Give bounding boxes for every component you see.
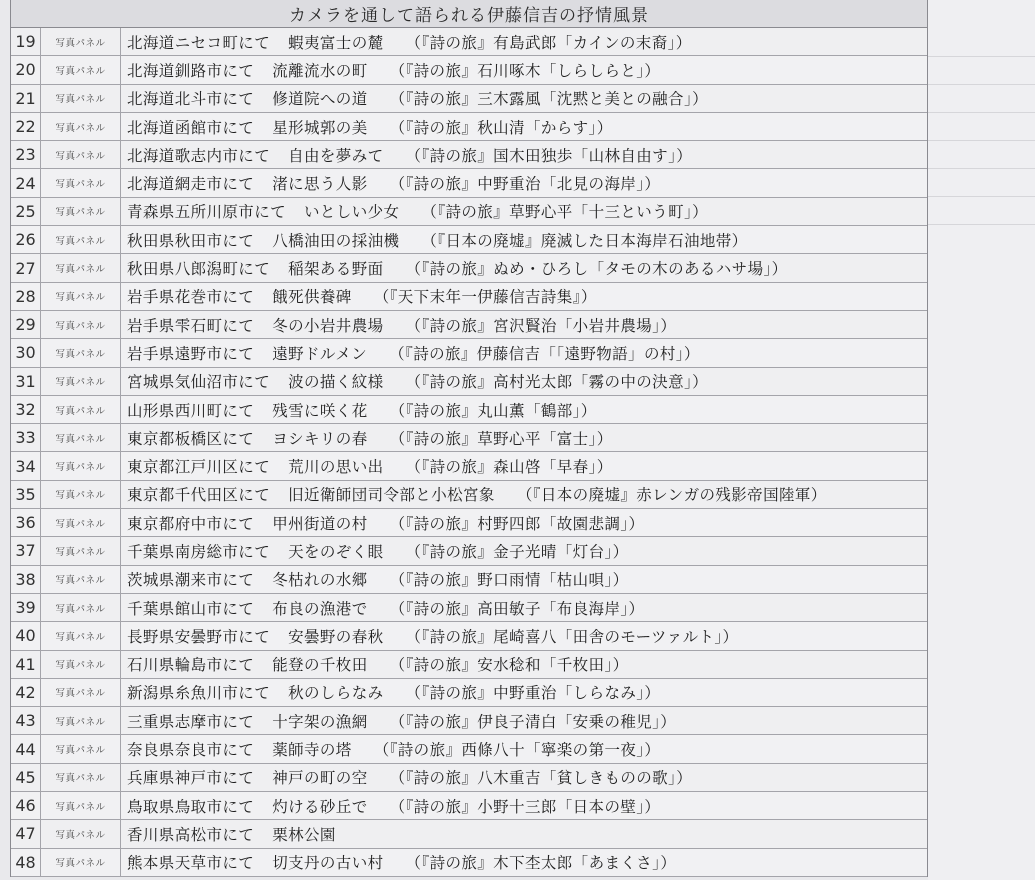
table-row xyxy=(11,396,927,424)
row-number: 33 xyxy=(11,424,41,451)
row-location: 北海道ニセコ町にて xyxy=(127,33,271,52)
row-category: 写真パネル xyxy=(41,764,121,791)
row-number: 35 xyxy=(11,481,41,508)
row-source: （『詩の旅』高村光太郎「霧の中の決意」） xyxy=(405,373,709,392)
row-number: 26 xyxy=(11,226,41,253)
row-source: （『詩の旅』石川啄木「しらしらと」） xyxy=(389,61,661,80)
row-category: 写真パネル xyxy=(41,198,121,225)
row-source: （『詩の旅』ぬめ・ひろし「タモの木のあるハサ場」） xyxy=(405,260,788,279)
row-photo-title: 遠野ドルメン xyxy=(272,344,368,363)
table-title: カメラを通して語られる伊藤信吉の抒情風景 xyxy=(10,0,928,28)
row-source: （『詩の旅』有島武郎「カインの末裔」） xyxy=(405,33,692,52)
row-number: 36 xyxy=(11,509,41,536)
row-category: 写真パネル xyxy=(41,396,121,423)
row-location: 千葉県館山市にて xyxy=(127,599,255,618)
row-category: 写真パネル xyxy=(41,594,121,621)
row-location: 青森県五所川原市にて xyxy=(127,203,287,222)
row-number: 43 xyxy=(11,707,41,734)
table-row xyxy=(11,509,927,537)
table-row xyxy=(11,226,927,254)
row-photo-title: 栗林公園 xyxy=(272,825,336,844)
row-photo-title: 八橋油田の採油機 xyxy=(272,231,400,250)
row-photo-title: 神戸の町の空 xyxy=(272,769,368,788)
exhibit-list-table xyxy=(10,0,928,880)
row-location: 東京都府中市にて xyxy=(127,514,255,533)
row-photo-title: 冬枯れの水郷 xyxy=(272,571,368,590)
row-number: 48 xyxy=(11,849,41,876)
row-photo-title: 冬の小岩井農場 xyxy=(272,316,384,335)
row-location: 秋田県八郎潟町にて xyxy=(127,260,271,279)
row-category: 写真パネル xyxy=(41,56,121,83)
row-source: （『詩の旅』三木露風「沈黙と美との融合」） xyxy=(389,90,709,109)
row-category: 写真パネル xyxy=(41,537,121,564)
row-description xyxy=(121,254,927,281)
row-description xyxy=(121,481,927,508)
row-location: 北海道釧路市にて xyxy=(127,61,255,80)
row-category: 写真パネル xyxy=(41,113,121,140)
row-location: 新潟県糸魚川市にて xyxy=(127,684,271,703)
row-category: 写真パネル xyxy=(41,735,121,762)
row-location: 岩手県雫石町にて xyxy=(127,316,255,335)
row-description xyxy=(121,651,927,678)
row-category: 写真パネル xyxy=(41,169,121,196)
row-category: 写真パネル xyxy=(41,509,121,536)
row-category: 写真パネル xyxy=(41,849,121,876)
row-number: 21 xyxy=(11,85,41,112)
table-row xyxy=(11,481,927,509)
row-number: 23 xyxy=(11,141,41,168)
row-number: 46 xyxy=(11,792,41,819)
row-location: 茨城県潮来市にて xyxy=(127,571,255,590)
row-number: 42 xyxy=(11,679,41,706)
row-description xyxy=(121,594,927,621)
row-description xyxy=(121,396,927,423)
row-description xyxy=(121,537,927,564)
row-category: 写真パネル xyxy=(41,566,121,593)
row-description xyxy=(121,368,927,395)
table-row xyxy=(11,679,927,707)
table-row xyxy=(11,452,927,480)
row-source: （『詩の旅』中野重治「北見の海岸」） xyxy=(389,175,661,194)
row-category: 写真パネル xyxy=(41,792,121,819)
table-row xyxy=(11,254,927,282)
table-row xyxy=(11,735,927,763)
row-source: （『詩の旅』伊良子清白「安乗の稚児」） xyxy=(389,712,677,731)
row-description xyxy=(121,820,927,847)
row-location: 長野県安曇野市にて xyxy=(127,627,271,646)
row-source: （『詩の旅』宮沢賢治「小岩井農場」） xyxy=(405,316,677,335)
row-source: （『日本の廃墟』赤レンガの残影帝国陸軍） xyxy=(516,486,827,505)
table-row xyxy=(11,283,927,311)
row-photo-title: 渚に思う人影 xyxy=(272,175,368,194)
row-number: 31 xyxy=(11,368,41,395)
row-source: （『日本の廃墟』廃滅した日本海岸石油地帯） xyxy=(421,231,748,250)
row-photo-title: 稲架ある野面 xyxy=(288,260,384,279)
row-description xyxy=(121,198,927,225)
row-source: （『詩の旅』草野心平「十三という町」） xyxy=(421,203,709,222)
table-row xyxy=(11,566,927,594)
row-photo-title: 自由を夢みて xyxy=(288,146,384,165)
row-photo-title: 流離流水の町 xyxy=(272,61,368,80)
row-description xyxy=(121,339,927,366)
row-source: （『詩の旅』野口雨情「枯山唄」） xyxy=(389,571,629,590)
table-row xyxy=(11,764,927,792)
row-category: 写真パネル xyxy=(41,622,121,649)
row-source: （『詩の旅』草野心平「富士」） xyxy=(389,429,613,448)
row-number: 39 xyxy=(11,594,41,621)
row-location: 石川県輪島市にて xyxy=(127,656,255,675)
row-description xyxy=(121,311,927,338)
row-number: 19 xyxy=(11,28,41,55)
row-number: 22 xyxy=(11,113,41,140)
table-row xyxy=(11,141,927,169)
table-row xyxy=(11,849,927,877)
row-photo-title: 秋のしらなみ xyxy=(288,684,384,703)
row-number: 34 xyxy=(11,452,41,479)
row-location: 熊本県天草市にて xyxy=(127,854,255,873)
table-row xyxy=(11,707,927,735)
row-number: 20 xyxy=(11,56,41,83)
row-description xyxy=(121,566,927,593)
table-row xyxy=(11,339,927,367)
row-number: 25 xyxy=(11,198,41,225)
row-location: 鳥取県鳥取市にて xyxy=(127,797,255,816)
row-description xyxy=(121,141,927,168)
row-number: 37 xyxy=(11,537,41,564)
row-photo-title: 切支丹の古い村 xyxy=(272,854,384,873)
row-location: 千葉県南房総市にて xyxy=(127,542,271,561)
row-location: 奈良県奈良市にて xyxy=(127,741,255,760)
row-category: 写真パネル xyxy=(41,481,121,508)
row-description xyxy=(121,85,927,112)
row-number: 41 xyxy=(11,651,41,678)
row-location: 兵庫県神戸市にて xyxy=(127,769,255,788)
row-description xyxy=(121,764,927,791)
row-category: 写真パネル xyxy=(41,254,121,281)
row-source: （『詩の旅』尾崎喜八「田舎のモーツァルト」） xyxy=(405,627,739,646)
row-number: 38 xyxy=(11,566,41,593)
row-location: 宮城県気仙沼市にて xyxy=(127,373,271,392)
row-source: （『詩の旅』中野重治「しらなみ」） xyxy=(405,684,661,703)
row-photo-title: 荒川の思い出 xyxy=(288,458,384,477)
row-description xyxy=(121,792,927,819)
table-row xyxy=(11,85,927,113)
row-photo-title: 布良の漁港で xyxy=(272,599,368,618)
row-location: 東京都江戸川区にて xyxy=(127,458,271,477)
table-row xyxy=(11,28,927,56)
row-category: 写真パネル xyxy=(41,424,121,451)
row-photo-title: 星形城郭の美 xyxy=(272,118,368,137)
row-location: 岩手県遠野市にて xyxy=(127,344,255,363)
row-number: 45 xyxy=(11,764,41,791)
row-location: 三重県志摩市にて xyxy=(127,712,255,731)
facing-page-bleed xyxy=(928,0,1035,880)
row-photo-title: 甲州街道の村 xyxy=(272,514,368,533)
row-number: 47 xyxy=(11,820,41,847)
row-number: 40 xyxy=(11,622,41,649)
row-photo-title: 蝦夷富士の麓 xyxy=(288,33,384,52)
row-source: （『詩の旅』秋山清「からす」） xyxy=(389,118,613,137)
row-description xyxy=(121,735,927,762)
row-description xyxy=(121,679,927,706)
row-description xyxy=(121,56,927,83)
row-source: （『詩の旅』高田敏子「布良海岸」） xyxy=(389,599,645,618)
row-category: 写真パネル xyxy=(41,85,121,112)
row-description xyxy=(121,283,927,310)
row-photo-title: 波の描く紋様 xyxy=(288,373,384,392)
row-category: 写真パネル xyxy=(41,311,121,338)
row-photo-title: 残雪に咲く花 xyxy=(272,401,368,420)
row-photo-title: ヨシキリの春 xyxy=(272,429,368,448)
row-source: （『詩の旅』村野四郎「故園悲調」） xyxy=(389,514,645,533)
row-category: 写真パネル xyxy=(41,707,121,734)
row-number: 29 xyxy=(11,311,41,338)
row-photo-title: 薬師寺の塔 xyxy=(272,741,352,760)
row-number: 24 xyxy=(11,169,41,196)
row-category: 写真パネル xyxy=(41,283,121,310)
row-location: 東京都板橋区にて xyxy=(127,429,255,448)
row-location: 山形県西川町にて xyxy=(127,401,255,420)
row-number: 30 xyxy=(11,339,41,366)
table-row xyxy=(11,113,927,141)
row-category: 写真パネル xyxy=(41,651,121,678)
row-description xyxy=(121,509,927,536)
row-source: （『詩の旅』木下杢太郎「あまくさ」） xyxy=(405,854,677,873)
row-location: 北海道歌志内市にて xyxy=(127,146,271,165)
row-category: 写真パネル xyxy=(41,226,121,253)
row-description xyxy=(121,28,927,55)
row-source: （『詩の旅』国木田独歩「山林自由す」） xyxy=(405,146,693,165)
row-photo-title: 餓死供養碑 xyxy=(272,288,352,307)
row-number: 44 xyxy=(11,735,41,762)
row-source: （『詩の旅』金子光晴「灯台」） xyxy=(405,542,629,561)
row-source: （『詩の旅』伊藤信吉「「遠野物語」の村」） xyxy=(389,344,700,363)
row-category: 写真パネル xyxy=(41,452,121,479)
row-location: 北海道北斗市にて xyxy=(127,90,255,109)
table-row xyxy=(11,311,927,339)
row-source: （『詩の旅』西條八十「寧楽の第一夜」） xyxy=(373,741,661,760)
row-photo-title: 十字架の漁網 xyxy=(272,712,368,731)
row-category: 写真パネル xyxy=(41,28,121,55)
table-row xyxy=(11,56,927,84)
table-row xyxy=(11,368,927,396)
row-source: （『詩の旅』小野十三郎「日本の壁」） xyxy=(389,797,661,816)
row-number: 32 xyxy=(11,396,41,423)
row-source: （『詩の旅』森山啓「早春」） xyxy=(405,458,613,477)
row-category: 写真パネル xyxy=(41,679,121,706)
row-description xyxy=(121,226,927,253)
row-category: 写真パネル xyxy=(41,820,121,847)
table-row xyxy=(11,169,927,197)
table-row xyxy=(11,594,927,622)
row-description xyxy=(121,169,927,196)
table-row xyxy=(11,792,927,820)
row-description xyxy=(121,707,927,734)
row-location: 北海道函館市にて xyxy=(127,118,255,137)
row-source: （『詩の旅』丸山薫「鶴部」） xyxy=(389,401,597,420)
row-source: （『詩の旅』安水稔和「千枚田」） xyxy=(389,656,629,675)
row-photo-title: 安曇野の春秋 xyxy=(288,627,384,646)
row-photo-title: 灼ける砂丘で xyxy=(272,797,368,816)
row-location: 北海道網走市にて xyxy=(127,175,255,194)
row-category: 写真パネル xyxy=(41,368,121,395)
row-photo-title: 旧近衛師団司令部と小松宮象 xyxy=(288,486,495,505)
row-description xyxy=(121,424,927,451)
row-photo-title: いとしい少女 xyxy=(304,203,400,222)
row-description xyxy=(121,622,927,649)
table-row xyxy=(11,424,927,452)
row-location: 岩手県花巻市にて xyxy=(127,288,255,307)
table-row xyxy=(11,622,927,650)
row-location: 香川県高松市にて xyxy=(127,825,255,844)
table-row xyxy=(11,537,927,565)
row-description xyxy=(121,113,927,140)
table-row xyxy=(11,820,927,848)
row-description xyxy=(121,452,927,479)
row-photo-title: 天をのぞく眼 xyxy=(288,542,384,561)
row-category: 写真パネル xyxy=(41,141,121,168)
row-number: 27 xyxy=(11,254,41,281)
table-row xyxy=(11,651,927,679)
row-photo-title: 修道院への道 xyxy=(272,90,368,109)
row-photo-title: 能登の千枚田 xyxy=(272,656,368,675)
row-source: （『天下末年一伊藤信吉詩集』） xyxy=(373,288,597,307)
row-location: 秋田県秋田市にて xyxy=(127,231,255,250)
row-location: 東京都千代田区にて xyxy=(127,486,271,505)
row-number: 28 xyxy=(11,283,41,310)
table-row xyxy=(11,198,927,226)
row-source: （『詩の旅』八木重吉「貧しきものの歌」） xyxy=(389,769,693,788)
row-description xyxy=(121,849,927,876)
table-body xyxy=(10,28,928,877)
row-category: 写真パネル xyxy=(41,339,121,366)
